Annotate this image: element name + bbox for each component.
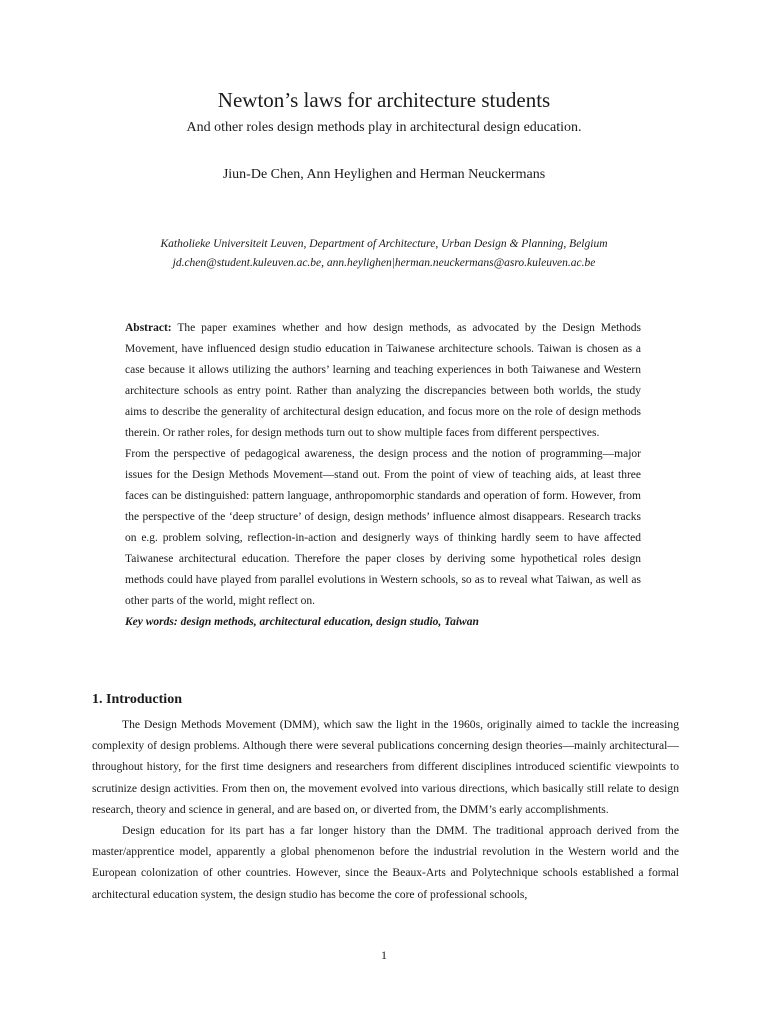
intro-paragraph-1: The Design Methods Movement (DMM), which saw the light in the 1960s, originally aimed to tackle the increasing complexity of design problems. Although there were several publications concerning design theories—mainly architectural—throughout history, for the first time designers and researchers from different disciplines introduced scientific viewpoints to scrutinize design activities. From then on, the movement evolved into various directions, which basically still relate to design research, theory and science in general, and are based on, or diverted from, the DMM’s early accomplishments.: [92, 718, 679, 816]
affiliation: Katholieke Universiteit Leuven, Department of Architecture, Urban Design & Planning, Belgium: [160, 238, 608, 250]
page-number: 1: [381, 948, 387, 962]
intro-paragraph-2: Design education for its part has a far longer history than the DMM. The traditional approach derived from the master/apprentice model, apparently a global phenomenon before the industrial revolution in the Western world and the European colonization of other countries. However, since the Beaux-Arts and Polytechnique schools established a formal architectural education system, the design studio has become the core of professional schools,: [92, 824, 679, 901]
abstract-text-1: The paper examines whether and how design methods, as advocated by the Design Methods Movement, have influenced design studio education in Taiwanese architecture schools. Taiwan is chosen as a case because it allows utilizing the authors’ learning and teaching experiences in both Taiwanese and Western architecture schools as entry point. Rather than analyzing the discrepancies between both worlds, the study aims to describe the generality of architectural design education, and focus more on the role of design methods therein. Or rather roles, for design methods turn out to show multiple faces from different perspectives.: [125, 322, 642, 439]
section-heading: 1. Introduction: [92, 692, 182, 707]
abstract-block: [125, 318, 641, 633]
abstract-paragraph-1: [125, 318, 641, 444]
author-emails: jd.chen@student.kuleuven.ac.be, ann.heylighen|herman.neuckermans@asro.kuleuven.ac.be: [172, 257, 596, 269]
abstract-paragraph-2: From the perspective of pedagogical awareness, the design process and the notion of programming—major issues for the Design Methods Movement—stand out. From the point of view of teaching aids, at least three faces can be distinguished: pattern language, anthropomorphic standards and operation of form. However, from the perspective of the ‘deep structure’ of design, design methods’ influence almost disappears. Research tracks on e.g. problem solving, reflection-in-action and designerly ways of thinking hardly seem to have affected Taiwanese architectural education. Therefore the paper closes by deriving some hypothetical roles design methods could have played from parallel evolutions in Western schools, so as to reveal what Taiwan, as well as other parts of the world, might reflect on.: [125, 448, 641, 607]
author-list: Jiun-De Chen, Ann Heylighen and Herman Neuckermans: [222, 167, 546, 182]
introduction-body: [92, 714, 679, 905]
abstract-label: Abstract:: [125, 322, 172, 334]
paper-subtitle: And other roles design methods play in architectural design education.: [186, 120, 582, 135]
paper-title: Newton’s laws for architecture students: [217, 88, 551, 112]
keywords: Key words: design methods, architectural education, design studio, Taiwan: [125, 616, 479, 628]
